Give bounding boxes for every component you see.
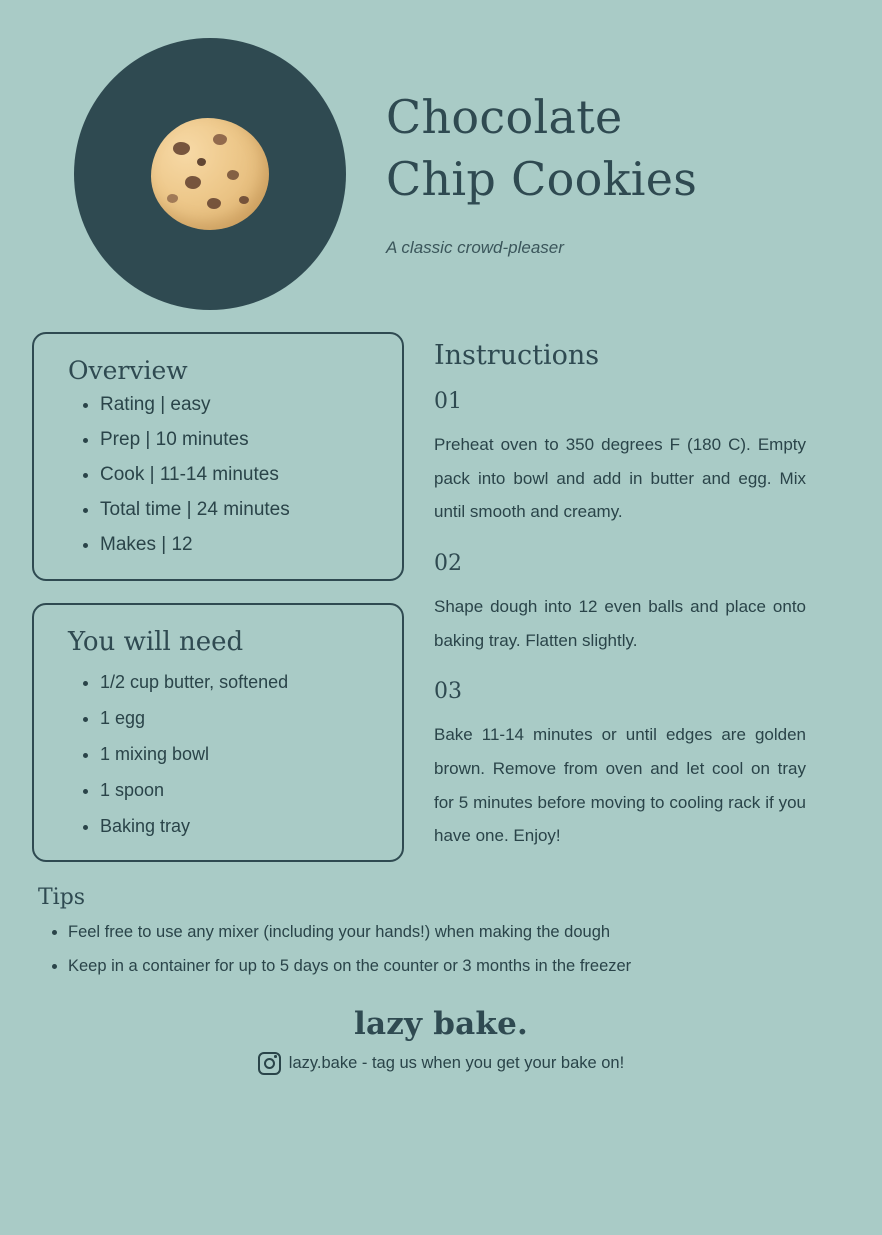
instruction-step [434, 389, 842, 529]
footer [0, 984, 882, 1075]
instruction-step [434, 551, 842, 657]
tips-list [38, 916, 842, 984]
instruction-step [434, 679, 842, 853]
instructions-title: Instructions [434, 340, 600, 371]
list-item: • 1 mixing bowl [100, 745, 378, 765]
step-text: Bake 11-14 minutes or until edges are golden brown. Remove from oven and let cool on tray for 5 minutes before moving to cooling rack if you have one. Enjoy! [434, 725, 806, 846]
title-block [346, 38, 697, 258]
page-subtitle: A classic crowd-pleaser [386, 238, 564, 258]
step-number: 01 [434, 389, 462, 414]
step-text: Shape dough into 12 even balls and place onto baking tray. Flatten slightly. [434, 596, 806, 650]
instructions-column [434, 332, 842, 875]
list-item: • Baking tray [100, 817, 378, 837]
brand-name: lazy bake. [353, 1005, 529, 1042]
tips-section [0, 875, 882, 984]
social-handle-row [0, 1052, 882, 1075]
page-title [386, 86, 697, 210]
overview-card [32, 332, 404, 581]
list-item: • Total time | 24 minutes [100, 500, 378, 521]
overview-list [58, 395, 378, 555]
overview-title: Overview [68, 356, 188, 385]
instagram-icon [258, 1052, 281, 1075]
step-text: Preheat oven to 350 degrees F (180 C). Empty pack into bowl and add in butter and egg. Mix until smooth and creamy. [434, 435, 806, 522]
list-item: • Feel free to use any mixer (including your hands!) when making the dough [68, 916, 842, 950]
page-title-line-2: Chip Cookies [386, 152, 698, 207]
header [0, 0, 882, 310]
tips-title: Tips [38, 884, 86, 910]
list-item: • 1 spoon [100, 781, 378, 801]
list-item: • Rating | easy [100, 395, 378, 416]
list-item: • Makes | 12 [100, 535, 378, 556]
ingredients-card [32, 603, 404, 862]
cookie-icon [151, 118, 269, 230]
step-number: 02 [434, 550, 462, 576]
cookie-logo [74, 38, 346, 310]
social-handle-text: lazy.bake - tag us when you get your bake on! [288, 1053, 625, 1072]
left-column [32, 332, 404, 875]
list-item: • 1/2 cup butter, softened [100, 673, 378, 693]
list-item: • Cook | 11-14 minutes [100, 465, 378, 486]
page-title-line-1: Chocolate [386, 90, 623, 144]
content-columns [0, 310, 882, 875]
ingredients-title: You will need [68, 627, 244, 658]
ingredients-list [58, 673, 378, 836]
list-item: • 1 egg [100, 709, 378, 729]
list-item: • Keep in a container for up to 5 days on the counter or 3 months in the freezer [68, 950, 842, 984]
list-item: • Prep | 10 minutes [100, 430, 378, 451]
step-number: 03 [434, 679, 462, 705]
